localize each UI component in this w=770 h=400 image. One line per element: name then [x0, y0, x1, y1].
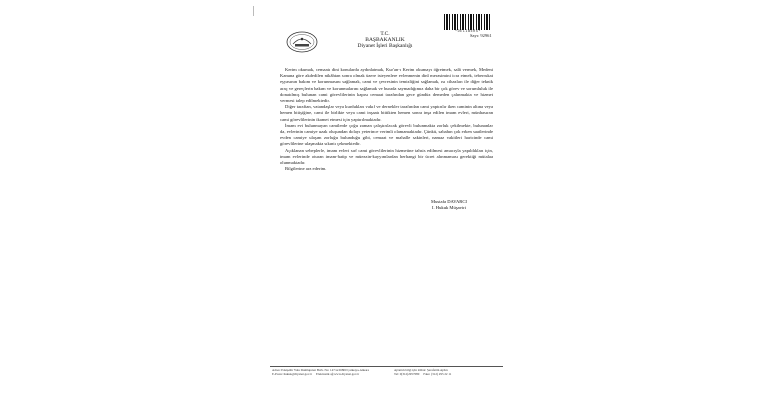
- footer-divider: [270, 366, 503, 367]
- header-tc: T.C.: [380, 31, 390, 37]
- footer-address: Adres: Eskişehir Yolu Dumlupınar Bulv. No: 147/A 06800 Çankaya-Ankara: [272, 368, 369, 372]
- corner-mark: [253, 6, 254, 16]
- document-number: Sayı: 92961: [470, 33, 492, 38]
- footer-email: E-Posta: hukuk@diyanet.gov.tr: [272, 372, 312, 376]
- document-body: [280, 67, 493, 172]
- signature-block: [424, 199, 474, 211]
- footer-website: Elektronik ağ:www.diyanet.gov.tr: [315, 372, 360, 376]
- footer-contact-info: Ayrıntılı bilgi için irtibat: Şerafettin Aydın: [394, 368, 448, 372]
- document-header: [340, 31, 430, 50]
- footer-fax: Faks: (312) 295 22 11: [423, 372, 452, 376]
- header-department: Diyanet İşleri Başkanlığı: [357, 43, 413, 50]
- closing-line: Bilgilerine arz ederim.: [285, 166, 327, 172]
- footer-phone: Tel: 0(312)2957080: [394, 372, 420, 376]
- paragraph: İmam evi bulunmayan camilerde çoğu zaman çalıştırılacak görevli bulunmakta zorluk çekilmekte, bulunanlar da, evlerinin camiye uzak oluşundan dolayı yeterince verimli olamamaktadır. Çünkü, sabahın çok erken saatlerinde evden camiye ulaşım zorluğu bulunduğu gibi, cemaat ve mahalle sakinleri, namaz vakitleri haricinde cami görevlilerine ulaşmakta sıkıntı çekmektedir.: [280, 122, 493, 147]
- signatory-title: I. Hukuk Müşaviri: [431, 205, 467, 210]
- paragraph: Kerim okumak, cemaatı dini konularda aydınlatmak, Kur'an-ı Kerim okumayı öğretmek, salâ vermek, Medeni Kanuna göre akdedilen nikâhtan sonra olmak üzere isteyenlere evlenmenin dinî merasimini icra etmek, teberrukat eşyasının bakım ve korunmasını sağlamak, cami ve çevresinin temizliğini sağlamak, ısı cihazları ile diğer teknik araç ve gereçlerin bakım ve korunmalarını sağlamak ve burada saymadığımız daha bir çok görev ve sorumluluk ile donatılmış bulunan cami görevlilerinin kapısı cemaat tarafından gece gündüz demeden çalınmakta ve hizmet vermesi talep edilmektedir.: [280, 67, 493, 104]
- header-institution: BAŞBAKANLIK: [365, 37, 405, 44]
- diyanet-emblem-icon: [286, 31, 318, 53]
- barcode-number: *DELIBERS*: [454, 30, 481, 34]
- signatory-name: Mustafa DAVARCI: [431, 199, 467, 204]
- paragraph: Açıklanan sebeplerle, imam evleri sırf cami görevlilerinin hizmetine tahsis edilmesi amacıyla yapıldıkları için, imam evlerinde oturan imam-hatip ve müezzin-kayyımlardan herhangi bir ücret alınmaması gerektiği mütalaa olunmaktadır.: [280, 147, 493, 166]
- barcode: [444, 14, 492, 30]
- paragraph: Diğer taraftan, vatandaşlar veya kurdukları vakıf ve dernekler tarafından cami yaptırılır iken caminin altına veya hemen bitişiğine, cami ile birlikte veya cami inşaatı bittikten hemen sonra inşa edilen imam evleri, münhasıran cami görevlilerinin ikamet etmesi için yaptırılmaktadır.: [280, 104, 493, 122]
